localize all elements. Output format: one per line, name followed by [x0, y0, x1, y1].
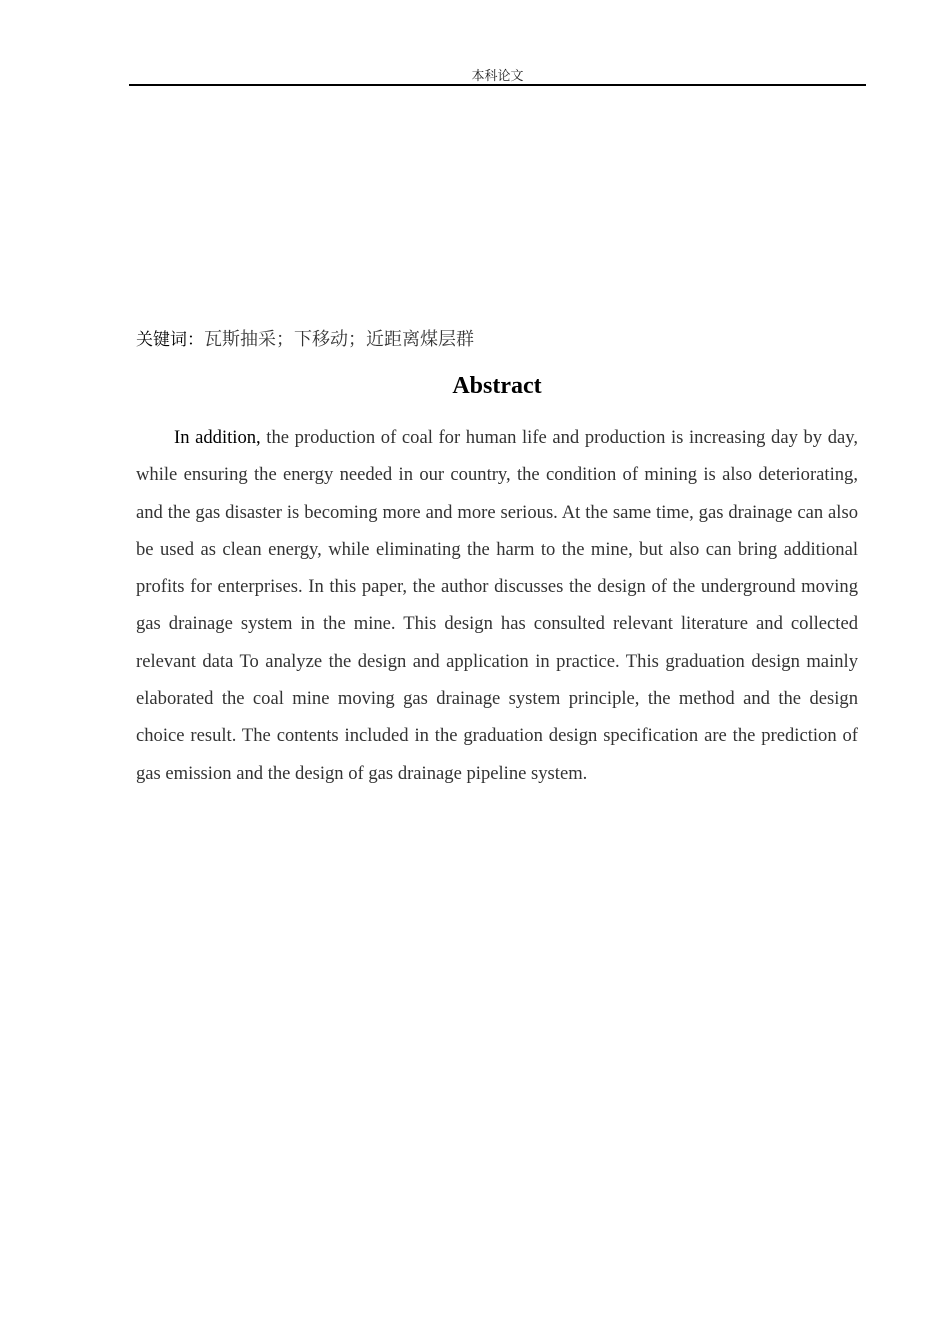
abstract-lead: In addition, — [174, 427, 261, 448]
keywords-label: 关键词： — [136, 330, 204, 350]
abstract-title: Abstract — [452, 373, 542, 399]
abstract-body-text: the production of coal for human life and production is increasing day by day, while ensuring the energy needed in our country, the condition of mining is also deteriorating, and the gas disaster is becoming more and more serious. At the same time, gas drainage can also be used as clean energy, while eliminating the harm to the mine, but also can bring additional profits for enterprises. In this paper, the author discusses the design of the underground moving gas drainage system in the mine. This design has consulted relevant literature and collected relevant data To analyze the design and application in practice. This graduation design mainly elaborated the coal mine moving gas drainage system principle, the method and the design choice result. The contents included in the graduation design specification are the prediction of gas emission and the design of gas drainage pipeline system. — [136, 427, 858, 784]
header-title: 本科论文 — [471, 68, 524, 83]
keywords-line — [136, 326, 474, 353]
page-header — [129, 66, 866, 86]
abstract-paragraph — [136, 419, 858, 792]
keywords-terms: 瓦斯抽采；下移动；近距离煤层群 — [204, 329, 474, 349]
